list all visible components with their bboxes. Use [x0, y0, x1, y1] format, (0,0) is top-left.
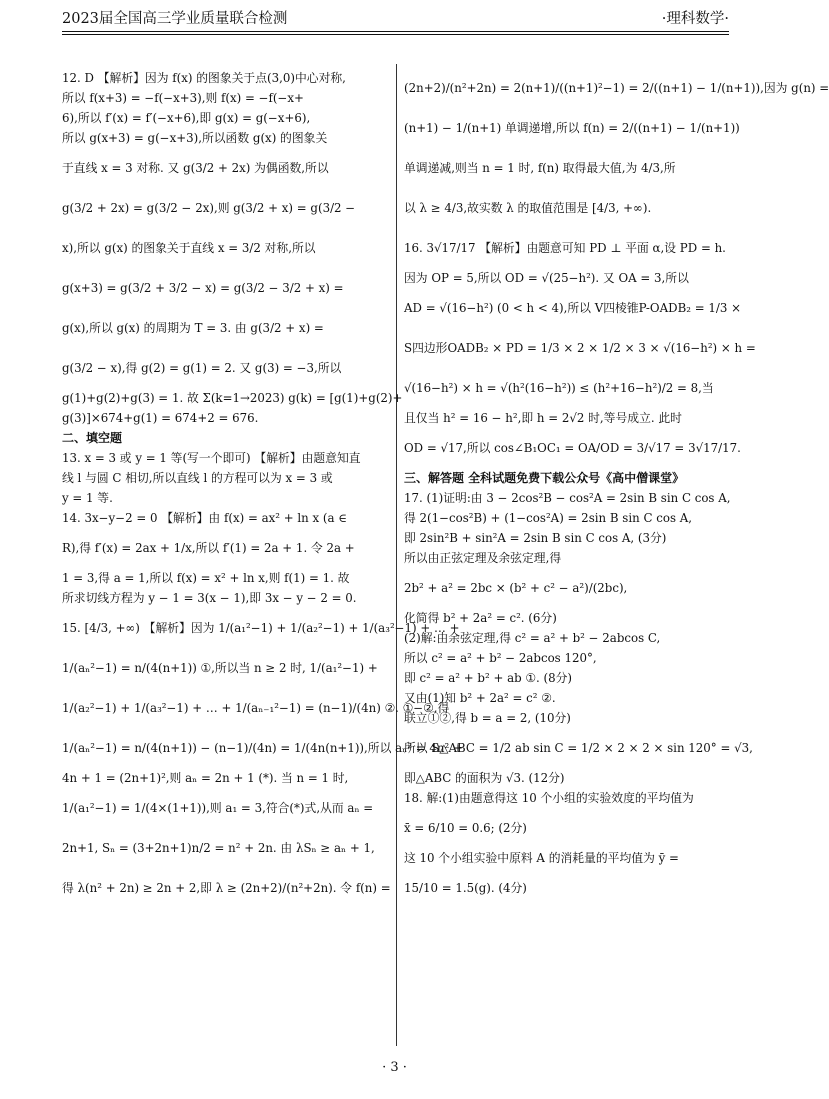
text-line: 1/(a₂²−1) + 1/(a₃²−1) + … + 1/(aₙ₋₁²−1) = (n−1)/(4n) ②. ①−②,得: [62, 701, 450, 715]
left-column: [62, 68, 463, 908]
text-line: y = 1 等.: [62, 491, 113, 505]
text-line: 18. 解:(1)由题意得这 10 个小组的实验效度的平均值为: [404, 791, 694, 805]
text-line: 于直线 x = 3 对称. 又 g(3/2 + 2x) 为偶函数,所以: [62, 161, 329, 175]
text-line: 又由(1)知 b² + 2a² = c² ②.: [404, 691, 556, 705]
text-line: OD = √17,所以 cos∠B₁OC₁ = OA/OD = 3/√17 = 3√17/17.: [404, 441, 741, 455]
text-line: 得 2(1−cos²B) + (1−cos²A) = 2sin B sin C cos A,: [404, 511, 693, 525]
text-line: 15/10 = 1.5(g). (4分): [404, 881, 527, 895]
section-heading: 三、解答题 全科试题免费下载公众号《高中僧课堂》: [404, 471, 685, 485]
text-line: 所以 f(x+3) = −f(−x+3),则 f(x) = −f(−x+: [62, 91, 304, 105]
text-line: g(3/2 − x),得 g(2) = g(1) = 2. 又 g(3) = −3,所以: [62, 361, 342, 375]
page-header: [62, 6, 729, 28]
text-line: 13. x = 3 或 y = 1 等(写一个即可) 【解析】由题意知直: [62, 451, 361, 465]
text-line: 4n + 1 = (2n+1)²,则 aₙ = 2n + 1 (*). 当 n = 1 时,: [62, 771, 349, 785]
section-heading: 二、填空题: [62, 431, 123, 445]
text-line: √(16−h²) × h = √(h²(16−h²)) ≤ (h²+16−h²)/2 = 8,当: [404, 381, 714, 395]
text-line: AD = √(16−h²) (0 < h < 4),所以 V四棱锥P-OADB₂ = 1/3 ×: [404, 301, 741, 315]
text-line: S四边形OADB₂ × PD = 1/3 × 2 × 1/2 × 3 × √(16−h²) × h =: [404, 341, 756, 355]
text-line: 化简得 b² + 2a² = c². (6分): [404, 611, 557, 625]
text-line: 12. D 【解析】因为 f(x) 的图象关于点(3,0)中心对称,: [62, 71, 346, 85]
text-line: 得 λ(n² + 2n) ≥ 2n + 2,即 λ ≥ (2n+2)/(n²+2n). 令 f(n) =: [62, 881, 391, 895]
page-number: · 3 ·: [382, 1060, 407, 1075]
text-line: 单调递减,则当 n = 1 时, f(n) 取得最大值,为 4/3,所: [404, 161, 676, 175]
text-line: 即△ABC 的面积为 √3. (12分): [404, 771, 565, 785]
text-line: 6),所以 f′(x) = f′(−x+6),即 g(x) = g(−x+6),: [62, 111, 311, 125]
text-line: 1/(a₁²−1) = 1/(4×(1+1)),则 a₁ = 3,符合(*)式,从而 aₙ =: [62, 801, 374, 815]
text-line: x̄ = 6/10 = 0.6; (2分): [404, 821, 527, 835]
text-line: 所以 S△ABC = 1/2 ab sin C = 1/2 × 2 × 2 × sin 120° = √3,: [404, 741, 753, 755]
text-line: 所以 c² = a² + b² − 2abcos 120°,: [404, 651, 597, 665]
text-line: 17. (1)证明:由 3 − 2cos²B − cos²A = 2sin B sin C cos A,: [404, 491, 731, 505]
column-divider: [396, 64, 397, 1046]
text-line: g(x+3) = g(3/2 + 3/2 − x) = g(3/2 − 3/2 + x) =: [62, 281, 344, 295]
text-line: (2n+2)/(n²+2n) = 2(n+1)/((n+1)²−1) = 2/((n+1) − 1/(n+1)),因为 g(n) =: [404, 81, 829, 95]
text-line: 1/(aₙ²−1) = n/(4(n+1)) − (n−1)/(4n) = 1/(4n(n+1)),所以 aₙ² = 4n² +: [62, 741, 463, 755]
text-line: R),得 f′(x) = 2ax + 1/x,所以 f′(1) = 2a + 1. 令 2a +: [62, 541, 355, 555]
text-line: g(x),所以 g(x) 的周期为 T = 3. 由 g(3/2 + x) =: [62, 321, 324, 335]
text-line: 线 l 与圆 C 相切,所以直线 l 的方程可以为 x = 3 或: [62, 471, 333, 485]
header-rule-thin: [62, 34, 729, 35]
text-line: 且仅当 h² = 16 − h²,即 h = 2√2 时,等号成立. 此时: [404, 411, 682, 425]
text-line: g(3)]×674+g(1) = 674+2 = 676.: [62, 411, 259, 425]
right-column: [404, 68, 829, 908]
text-line: 1 = 3,得 a = 1,所以 f(x) = x² + ln x,则 f(1) = 1. 故: [62, 571, 350, 585]
text-line: 以 λ ≥ 4/3,故实数 λ 的取值范围是 [4/3, +∞).: [404, 201, 652, 215]
text-line: (2)解:由余弦定理,得 c² = a² + b² − 2abcos C,: [404, 631, 661, 645]
text-line: g(1)+g(2)+g(3) = 1. 故 Σ(k=1→2023) g(k) = [g(1)+g(2)+: [62, 391, 403, 405]
subject-label: ·理科数学·: [661, 11, 729, 27]
text-line: 2b² + a² = 2bc × (b² + c² − a²)/(2bc),: [404, 581, 628, 595]
header-rule: [62, 31, 729, 32]
text-line: 1/(aₙ²−1) = n/(4(n+1)) ①,所以当 n ≥ 2 时, 1/(a₁²−1) +: [62, 661, 378, 675]
text-line: 所以 g(x+3) = g(−x+3),所以函数 g(x) 的图象关: [62, 131, 328, 145]
text-line: x),所以 g(x) 的图象关于直线 x = 3/2 对称,所以: [62, 241, 316, 255]
text-line: 16. 3√17/17 【解析】由题意可知 PD ⊥ 平面 α,设 PD = h.: [404, 241, 726, 255]
text-line: 联立①②,得 b = a = 2, (10分): [404, 711, 571, 725]
text-line: g(3/2 + 2x) = g(3/2 − 2x),则 g(3/2 + x) = g(3/2 −: [62, 201, 356, 215]
text-line: 即 2sin²B + sin²A = 2sin B sin C cos A, (3分): [404, 531, 667, 545]
text-line: (n+1) − 1/(n+1) 单调递增,所以 f(n) = 2/((n+1) − 1/(n+1)): [404, 121, 740, 135]
text-line: 2n+1, Sₙ = (3+2n+1)n/2 = n² + 2n. 由 λSₙ ≥ aₙ + 1,: [62, 841, 375, 855]
text-line: 这 10 个小组实验中原料 A 的消耗量的平均值为 ȳ =: [404, 851, 679, 865]
text-line: 所以由正弦定理及余弦定理,得: [404, 551, 562, 565]
exam-title: 2023届全国高三学业质量联合检测: [62, 11, 288, 27]
text-line: 所求切线方程为 y − 1 = 3(x − 1),即 3x − y − 2 = 0.: [62, 591, 357, 605]
text-line: 即 c² = a² + b² + ab ①. (8分): [404, 671, 572, 685]
text-line: 14. 3x−y−2 = 0 【解析】由 f(x) = ax² + ln x (a ∈: [62, 511, 348, 525]
text-line: 15. [4/3, +∞) 【解析】因为 1/(a₁²−1) + 1/(a₂²−1) + 1/(a₃²−1) + … +: [62, 621, 460, 635]
text-line: 因为 OP = 5,所以 OD = √(25−h²). 又 OA = 3,所以: [404, 271, 689, 285]
